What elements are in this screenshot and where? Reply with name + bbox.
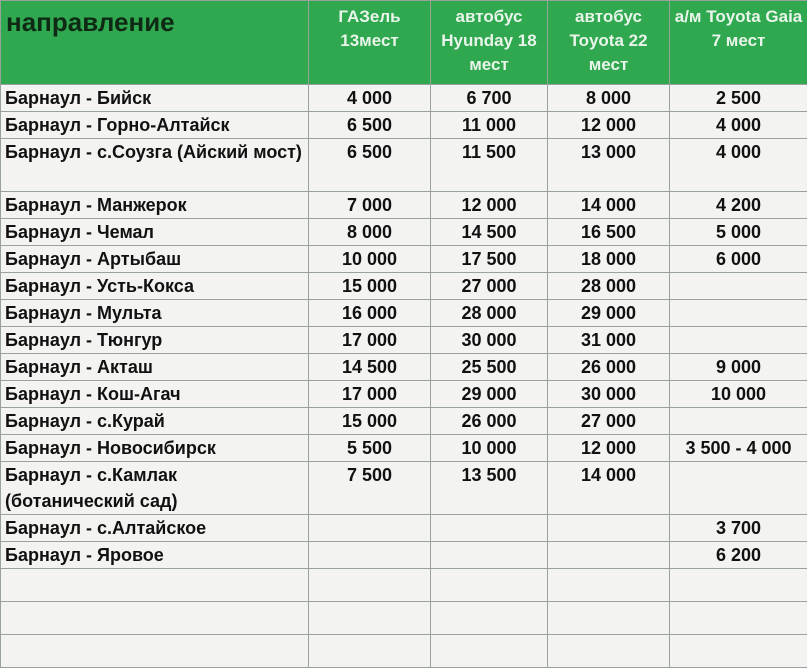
price-toyota-bus: 13 000 — [548, 139, 670, 192]
price-toyota-gaia: 3 700 — [670, 515, 807, 542]
price-toyota-bus — [548, 542, 670, 569]
price-toyota-bus: 28 000 — [548, 273, 670, 300]
table-row — [1, 542, 807, 569]
route-name: Барнаул - Артыбаш — [1, 246, 309, 273]
price-hyundai: 27 000 — [431, 273, 548, 300]
route-name: Барнаул - с.Камлак (ботанический сад) — [1, 462, 309, 515]
header-hyundai-bus: автобус Hyunday 18 мест — [431, 1, 548, 85]
empty-cell — [309, 602, 431, 635]
empty-cell — [431, 569, 548, 602]
price-toyota-bus: 14 000 — [548, 192, 670, 219]
table-row — [1, 112, 807, 139]
price-hyundai: 6 700 — [431, 85, 548, 112]
table-row — [1, 435, 807, 462]
empty-cell — [309, 569, 431, 602]
price-toyota-bus — [548, 515, 670, 542]
empty-cell — [670, 635, 807, 668]
price-hyundai: 29 000 — [431, 381, 548, 408]
price-hyundai: 14 500 — [431, 219, 548, 246]
route-name: Барнаул - Акташ — [1, 354, 309, 381]
price-toyota-gaia: 4 000 — [670, 139, 807, 192]
empty-cell — [1, 635, 309, 668]
price-hyundai: 30 000 — [431, 327, 548, 354]
empty-cell — [670, 569, 807, 602]
price-gazelle: 15 000 — [309, 273, 431, 300]
price-gazelle — [309, 542, 431, 569]
route-name: Барнаул - Новосибирск — [1, 435, 309, 462]
route-name: Барнаул - Кош-Агач — [1, 381, 309, 408]
table-row — [1, 354, 807, 381]
table-row — [1, 192, 807, 219]
route-name: Барнаул - Горно-Алтайск — [1, 112, 309, 139]
empty-cell — [309, 635, 431, 668]
route-name: Барнаул - с.Курай — [1, 408, 309, 435]
table-row — [1, 381, 807, 408]
price-gazelle: 17 000 — [309, 327, 431, 354]
empty-cell — [431, 635, 548, 668]
price-hyundai: 10 000 — [431, 435, 548, 462]
table-row — [1, 408, 807, 435]
price-toyota-bus: 31 000 — [548, 327, 670, 354]
price-toyota-bus: 12 000 — [548, 112, 670, 139]
route-name: Барнаул - Мульта — [1, 300, 309, 327]
header-row — [1, 1, 807, 85]
price-toyota-gaia: 3 500 - 4 000 — [670, 435, 807, 462]
route-name: Барнаул - с.Соузга (Айский мост) — [1, 139, 309, 192]
empty-cell — [548, 635, 670, 668]
price-gazelle: 7 500 — [309, 462, 431, 515]
table-row — [1, 300, 807, 327]
price-hyundai: 26 000 — [431, 408, 548, 435]
price-toyota-bus: 29 000 — [548, 300, 670, 327]
price-toyota-gaia: 2 500 — [670, 85, 807, 112]
price-toyota-bus: 18 000 — [548, 246, 670, 273]
price-toyota-gaia: 4 000 — [670, 112, 807, 139]
price-toyota-gaia — [670, 408, 807, 435]
empty-cell — [1, 569, 309, 602]
price-toyota-gaia: 4 200 — [670, 192, 807, 219]
price-gazelle: 8 000 — [309, 219, 431, 246]
price-toyota-bus: 30 000 — [548, 381, 670, 408]
route-name: Барнаул - Усть-Кокса — [1, 273, 309, 300]
price-toyota-bus: 12 000 — [548, 435, 670, 462]
price-gazelle: 5 500 — [309, 435, 431, 462]
price-toyota-gaia — [670, 273, 807, 300]
price-gazelle: 10 000 — [309, 246, 431, 273]
price-toyota-bus: 14 000 — [548, 462, 670, 515]
price-hyundai — [431, 515, 548, 542]
price-toyota-gaia — [670, 327, 807, 354]
table-row — [1, 219, 807, 246]
price-toyota-bus: 16 500 — [548, 219, 670, 246]
price-gazelle: 4 000 — [309, 85, 431, 112]
empty-cell — [1, 602, 309, 635]
table-row — [1, 85, 807, 112]
route-name: Барнаул - Бийск — [1, 85, 309, 112]
price-hyundai: 11 500 — [431, 139, 548, 192]
price-gazelle — [309, 515, 431, 542]
empty-cell — [548, 602, 670, 635]
header-toyota-gaia: а/м Toyota Gaia 7 мест — [670, 1, 807, 85]
route-name: Барнаул - Яровое — [1, 542, 309, 569]
price-toyota-bus: 26 000 — [548, 354, 670, 381]
price-hyundai: 17 500 — [431, 246, 548, 273]
empty-row — [1, 569, 807, 602]
table-row — [1, 139, 807, 192]
price-gazelle: 16 000 — [309, 300, 431, 327]
price-gazelle: 7 000 — [309, 192, 431, 219]
table-row — [1, 327, 807, 354]
route-name: Барнаул - Чемал — [1, 219, 309, 246]
price-gazelle: 17 000 — [309, 381, 431, 408]
header-direction: направление — [1, 1, 309, 85]
header-toyota-bus: автобус Toyota 22 мест — [548, 1, 670, 85]
price-hyundai: 13 500 — [431, 462, 548, 515]
price-toyota-gaia: 5 000 — [670, 219, 807, 246]
price-hyundai — [431, 542, 548, 569]
price-toyota-gaia — [670, 300, 807, 327]
route-name: Барнаул - Манжерок — [1, 192, 309, 219]
price-toyota-bus: 27 000 — [548, 408, 670, 435]
price-hyundai: 25 500 — [431, 354, 548, 381]
price-hyundai: 28 000 — [431, 300, 548, 327]
empty-row — [1, 602, 807, 635]
empty-cell — [670, 602, 807, 635]
price-toyota-gaia: 9 000 — [670, 354, 807, 381]
table-row — [1, 515, 807, 542]
price-toyota-gaia — [670, 462, 807, 515]
empty-row — [1, 635, 807, 668]
price-gazelle: 6 500 — [309, 112, 431, 139]
price-toyota-gaia: 10 000 — [670, 381, 807, 408]
route-name: Барнаул - с.Алтайское — [1, 515, 309, 542]
table-row — [1, 246, 807, 273]
header-gazelle: ГАЗель 13мест — [309, 1, 431, 85]
price-toyota-gaia: 6 000 — [670, 246, 807, 273]
table-row — [1, 462, 807, 515]
price-toyota-bus: 8 000 — [548, 85, 670, 112]
table-row — [1, 273, 807, 300]
route-name: Барнаул - Тюнгур — [1, 327, 309, 354]
price-hyundai: 11 000 — [431, 112, 548, 139]
price-toyota-gaia: 6 200 — [670, 542, 807, 569]
empty-cell — [548, 569, 670, 602]
price-gazelle: 14 500 — [309, 354, 431, 381]
price-hyundai: 12 000 — [431, 192, 548, 219]
empty-cell — [431, 602, 548, 635]
price-gazelle: 15 000 — [309, 408, 431, 435]
price-gazelle: 6 500 — [309, 139, 431, 192]
